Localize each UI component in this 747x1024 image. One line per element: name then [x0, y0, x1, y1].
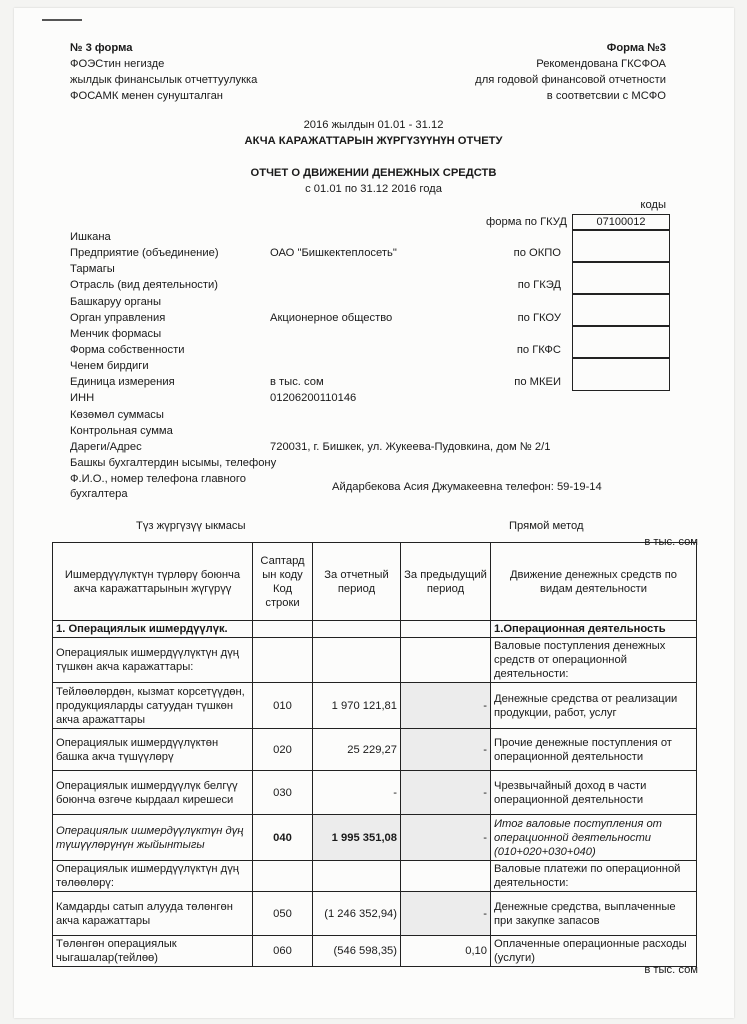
cell-ru: Чрезвычайный доход в части операционной деятельности — [491, 771, 697, 815]
cell-ky: Камдарды сатып алууда төлөнгөн акча каражаттары — [53, 892, 253, 936]
enterprise-value: ОАО "Бишкектеплосеть" — [270, 247, 397, 259]
okpo-code-box — [572, 229, 670, 263]
cell-previous: - — [401, 729, 491, 771]
gkfs-code-box — [572, 325, 670, 359]
header-ru: Движение денежных средств по видам деятельности — [491, 543, 697, 621]
cell-ru: Денежные средства, выплаченные при закупке запасов — [491, 892, 697, 936]
inn-value: 01206200110146 — [270, 392, 357, 404]
table-row — [53, 638, 697, 683]
cell-ru: Итог валовые поступления от операционной деятельности (010+020+030+040) — [491, 815, 697, 861]
cell-ky: Операциялык ишмердүүлүктүн дүң төлөөлөрү: — [53, 861, 253, 892]
cell-ru: Прочие денежные поступления от операционной деятельности — [491, 729, 697, 771]
cell-previous: - — [401, 815, 491, 861]
cell-ky: Операциялык ишмердүүлүктөн башка акча түшүүлөрү — [53, 729, 253, 771]
gkou-code-box — [572, 293, 670, 327]
method-ky: Түз жүргүзүү ыкмасы — [136, 520, 246, 532]
iskana-label: Ишкана — [70, 231, 111, 243]
tarmagy-label: Тармагы — [70, 263, 115, 275]
cell-current — [313, 621, 401, 638]
form-code-value: 07100012 — [596, 216, 646, 228]
mgmt-value: Акционерное общество — [270, 312, 393, 324]
gked-code-box — [572, 261, 670, 295]
chief-ky-label: Башкы бухгалтердин ысымы, телефону — [70, 457, 277, 469]
table-row — [53, 892, 697, 936]
header-code: Саптард ын коду Код строки — [253, 543, 313, 621]
cell-current: - — [313, 771, 401, 815]
form-number-ru: Форма №3 — [606, 42, 666, 54]
cell-ky: Операциялык ишмердүүлүк белгүү боюнча өзгөче кырдаал кирешеси — [53, 771, 253, 815]
codes-label: коды — [640, 199, 666, 211]
header-ky: Ишмердүүлүктүн түрлөрү боюнча акча каражаттарынын жүгүрүү — [53, 543, 253, 621]
mkei-code-box — [572, 357, 670, 391]
cell-code: 040 — [253, 815, 313, 861]
industry-label: Отрасль (вид деятельности) — [70, 279, 218, 291]
mgmt-label: Орган управления — [70, 312, 166, 324]
header-right-line-1: Рекомендована ГКСФОА — [536, 58, 666, 70]
cell-current: 25 229,27 — [313, 729, 401, 771]
cell-previous: - — [401, 771, 491, 815]
gkou-label: по ГКОУ — [517, 312, 561, 324]
chief-ru-label-2: бухгалтера — [70, 488, 128, 500]
menchik-label: Менчик формасы — [70, 328, 162, 340]
table-row — [53, 936, 697, 967]
table-row-total — [53, 815, 697, 861]
unit-note-top: в тыс. сом — [644, 536, 698, 548]
cell-code — [253, 861, 313, 892]
unit-label: Единица измерения — [70, 376, 175, 388]
cell-ky: Төлөнгөн операциялык чыгашалар(тейлөө) — [53, 936, 253, 967]
cell-code: 030 — [253, 771, 313, 815]
header-left-line-1: ФОЭСтин негизде — [70, 58, 165, 70]
header-left-line-3: ФОСАМК менен сунушталган — [70, 90, 223, 102]
scan-mark — [42, 19, 82, 21]
cell-ky: Тейлөөлөрдөн, кызмат корсетүүдөн, продукцияларды сатуудан түшкөн акча аражаттары — [53, 683, 253, 729]
gkfs-label: по ГКФС — [516, 344, 561, 356]
table-row — [53, 621, 697, 638]
cash-flow-table — [52, 542, 697, 967]
period-ru: с 01.01 по 31.12 2016 года — [305, 183, 442, 195]
cell-current: 1 995 351,08 — [313, 815, 401, 861]
cell-ky: Операциялык ишмердүүлүктүн дүң түшкөн акча каражаттары: — [53, 638, 253, 683]
chief-ru-label-1: Ф.И.О., номер телефона главного — [70, 473, 246, 485]
cell-previous — [401, 638, 491, 683]
enterprise-label: Предприятие (объединение) — [70, 247, 219, 259]
cell-ru: Денежные средства от реализации продукции, работ, услуг — [491, 683, 697, 729]
table-row — [53, 683, 697, 729]
header-right-line-2: для годовой финансовой отчетности — [475, 74, 666, 86]
header-previous: За предыдущий период — [401, 543, 491, 621]
gked-label: по ГКЭД — [517, 279, 561, 291]
table-header-row — [53, 543, 697, 621]
kozomol-label: Көзөмөл суммасы — [70, 409, 164, 421]
okpo-label: по ОКПО — [513, 247, 561, 259]
cell-current: 1 970 121,81 — [313, 683, 401, 729]
header-right-line-3: в соответсвии с МСФО — [546, 90, 666, 102]
cell-code: 020 — [253, 729, 313, 771]
cell-code — [253, 638, 313, 683]
chenem-label: Ченем бирдиги — [70, 360, 149, 372]
form-gkud-label: форма по ГКУД — [486, 216, 567, 228]
method-ru: Прямой метод — [509, 520, 584, 532]
cell-code: 050 — [253, 892, 313, 936]
ownership-label: Форма собственности — [70, 344, 185, 356]
cell-previous — [401, 621, 491, 638]
bashkaruu-label: Башкаруу органы — [70, 296, 162, 308]
header-current: За отчетный период — [313, 543, 401, 621]
inn-label: ИНН — [70, 392, 95, 404]
table-row — [53, 729, 697, 771]
cell-previous: 0,10 — [401, 936, 491, 967]
cell-ru: Оплаченные операционные расходы (услуги) — [491, 936, 697, 967]
unit-value: в тыс. сом — [270, 376, 324, 388]
cell-current: (1 246 352,94) — [313, 892, 401, 936]
cell-current: (546 598,35) — [313, 936, 401, 967]
control-sum-label: Контрольная сумма — [70, 425, 173, 437]
cell-ky: 1. Операциялык ишмердүүлүк. — [53, 621, 253, 638]
chief-value: Айдарбекова Асия Джумакеевна телефон: 59-19-14 — [332, 481, 602, 493]
cell-code: 060 — [253, 936, 313, 967]
cell-previous: - — [401, 683, 491, 729]
cell-ru: 1.Операционная деятельность — [491, 621, 697, 638]
report-title-ky: АКЧА КАРАЖАТТАРЫН ЖҮРГҮЗҮҮНҮН ОТЧЕТУ — [244, 135, 503, 147]
period-ky: 2016 жылдын 01.01 - 31.12 — [303, 119, 444, 131]
cell-code — [253, 621, 313, 638]
cell-previous — [401, 861, 491, 892]
cell-current — [313, 638, 401, 683]
cell-ru: Валовые поступления денежных средств от операционной деятельности: — [491, 638, 697, 683]
address-value: 720031, г. Бишкек, ул. Жукеева-Пудовкина, дом № 2/1 — [270, 441, 551, 453]
header-left-line-2: жылдык финансылык отчеттуулукка — [70, 74, 258, 86]
form-number-ky: № 3 форма — [70, 42, 133, 54]
cell-code: 010 — [253, 683, 313, 729]
cell-current — [313, 861, 401, 892]
mkei-label: по МКЕИ — [514, 376, 561, 388]
cell-ky: Операциялык ишмердүүлүктүн дүң түшүүлөрүнүн жыйынтыгы — [53, 815, 253, 861]
cell-previous: - — [401, 892, 491, 936]
report-title-ru: ОТЧЕТ О ДВИЖЕНИИ ДЕНЕЖНЫХ СРЕДСТВ — [250, 167, 497, 179]
unit-note-bottom: в тыс. сом — [644, 964, 698, 976]
address-label: Дареги/Адрес — [70, 441, 142, 453]
cell-ru: Валовые платежи по операционной деятельности: — [491, 861, 697, 892]
table-row — [53, 861, 697, 892]
table-row — [53, 771, 697, 815]
